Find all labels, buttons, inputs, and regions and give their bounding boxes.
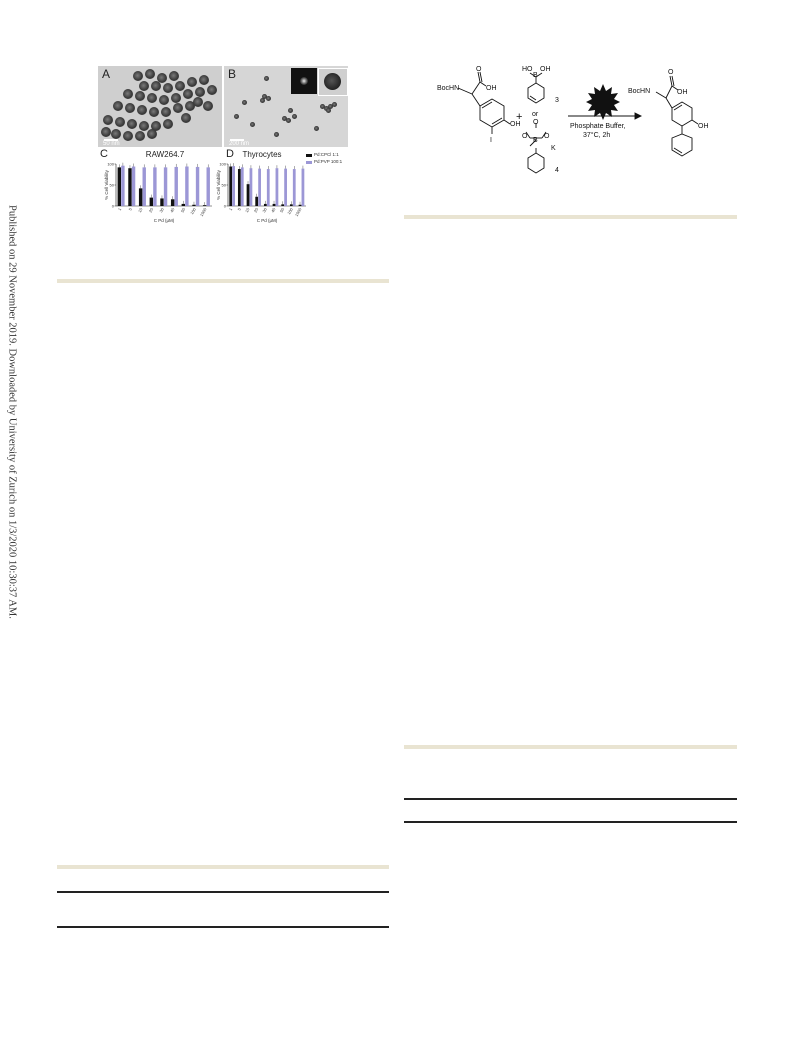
mida-o1: O	[533, 119, 539, 126]
nanoparticle	[250, 122, 255, 127]
bar	[132, 167, 135, 206]
legend-swatch-cpcl	[306, 154, 312, 157]
nanoparticle	[326, 108, 331, 113]
bar	[290, 204, 293, 206]
y-axis-label: % Cell Viability	[104, 170, 109, 200]
x-tick-label: 100	[189, 207, 197, 216]
y-tick-label: 100	[107, 161, 114, 167]
nanoparticle	[332, 102, 337, 107]
bar	[139, 188, 142, 206]
tem-panel-a	[98, 66, 222, 147]
bar	[164, 167, 167, 206]
reaction-scheme	[420, 58, 740, 190]
rule-right-3	[404, 798, 737, 800]
plus-sign: +	[516, 111, 523, 123]
y-tick-label: 0	[111, 203, 114, 209]
bar	[150, 198, 153, 206]
product-phenol-oh: OH	[698, 123, 709, 130]
chart-d-title: Thyrocytes	[242, 150, 282, 159]
x-tick-label: 1	[116, 207, 123, 212]
nanoparticle	[123, 131, 133, 141]
bar	[258, 169, 261, 206]
panel-b-label: B	[228, 67, 237, 81]
bar	[175, 167, 178, 206]
nanoparticle	[103, 115, 113, 125]
rule-left-4	[57, 926, 389, 928]
nanoparticle	[183, 89, 193, 99]
boronic-ho: HO	[522, 66, 533, 73]
nanoparticle	[113, 101, 123, 111]
x-tick-label: 1000	[198, 207, 208, 218]
bar	[273, 204, 276, 206]
mida-o2: O	[522, 133, 528, 140]
compound-3-label: 3	[555, 97, 559, 104]
bar	[207, 167, 210, 206]
nanoparticle	[171, 93, 181, 103]
bar	[284, 169, 287, 206]
bar	[128, 168, 131, 206]
nanoparticle	[242, 100, 247, 105]
download-side-note	[2, 205, 22, 635]
product-bochn: BocHN	[628, 88, 651, 95]
nanoparticle	[161, 107, 171, 117]
nanoparticle	[127, 119, 137, 129]
bar	[121, 166, 124, 206]
nanoparticle	[292, 114, 297, 119]
rule-left-2	[57, 865, 389, 869]
product-carbonyl-o: O	[668, 69, 674, 76]
x-tick-label: 30	[261, 207, 268, 214]
x-tick-label: 5	[127, 207, 133, 212]
nanoparticle	[125, 103, 135, 113]
y-tick-label: 50	[109, 182, 114, 188]
product-acid-oh: OH	[677, 89, 688, 96]
bar	[241, 167, 244, 206]
bar	[192, 205, 195, 206]
x-tick-label: 50	[278, 207, 286, 214]
rule-right-4	[404, 821, 737, 823]
x-tick-label: 5	[236, 207, 242, 212]
compound-4-label: 4	[555, 167, 559, 174]
scale-text-a: 50 nm	[103, 141, 120, 147]
nanoparticle	[133, 71, 143, 81]
bar	[196, 167, 199, 206]
x-tick-label: 20	[252, 207, 260, 214]
x-tick-label: 10	[136, 207, 144, 214]
bar	[247, 184, 250, 206]
rule-right-2	[404, 745, 737, 749]
conditions-line-2: 37°C, 2h	[583, 132, 611, 139]
bar	[160, 198, 163, 206]
nanoparticle	[135, 91, 145, 101]
tem-panel-b	[224, 66, 348, 147]
nanoparticle	[199, 75, 209, 85]
x-tick-label: 100	[286, 207, 294, 216]
bar	[250, 168, 253, 206]
bar	[203, 205, 206, 206]
x-axis-label: C Pd (μM)	[256, 218, 278, 223]
fft-inset	[291, 68, 317, 94]
mida-o3: O	[544, 133, 550, 140]
nanoparticle	[173, 103, 183, 113]
scale-text-b: 200 nm	[229, 141, 250, 147]
nanoparticle	[123, 89, 133, 99]
nanoparticle	[260, 98, 265, 103]
nanoparticle	[274, 132, 279, 137]
or-text: or	[532, 111, 539, 118]
rule-left-3	[57, 891, 389, 893]
boronic-b: B	[533, 72, 538, 79]
nanoparticle	[169, 71, 179, 81]
reactant-bochn: BocHN	[437, 85, 460, 92]
nanoparticle	[135, 131, 145, 141]
x-tick-label: 1000	[293, 207, 303, 218]
nanoparticle	[207, 85, 217, 95]
nanoparticle	[139, 81, 149, 91]
bar	[281, 204, 284, 206]
nanoparticle	[195, 87, 205, 97]
bar	[118, 167, 121, 206]
bar	[299, 205, 302, 206]
x-tick-label: 30	[158, 207, 165, 214]
mida-b: B	[533, 137, 538, 144]
bar	[264, 204, 267, 206]
x-axis-label: C Pd (μM)	[153, 218, 175, 223]
bar	[267, 169, 270, 206]
bar	[185, 167, 188, 206]
legend-label-cpcl: Pd:CPCl 1:1	[314, 152, 339, 157]
nanoparticle	[314, 126, 319, 131]
nanoparticle	[286, 118, 291, 123]
bar	[302, 169, 305, 206]
nanoparticle	[115, 117, 125, 127]
y-tick-label: 100	[219, 161, 226, 167]
nanoparticle	[111, 129, 121, 139]
nanoparticle	[101, 127, 111, 137]
chart-c-title: RAW264.7	[145, 150, 185, 159]
bar	[255, 197, 258, 206]
nanoparticle	[151, 81, 161, 91]
reactant-iodo: I	[490, 137, 492, 144]
particle-inset	[318, 68, 348, 96]
rule-right-1	[404, 215, 737, 219]
nanoparticle	[145, 69, 155, 79]
x-tick-label: 20	[147, 207, 155, 214]
bar-chart-raw264	[100, 158, 220, 230]
rule-left-1	[57, 279, 389, 283]
x-tick-label: 40	[269, 207, 277, 214]
nanoparticle	[147, 93, 157, 103]
x-tick-label: 10	[243, 207, 251, 214]
reactant-phenol-oh: OH	[510, 121, 521, 128]
conditions-line-1: Phosphate Buffer,	[570, 123, 626, 130]
bar	[153, 167, 156, 206]
nanoparticle	[149, 107, 159, 117]
panel-a-label: A	[102, 67, 111, 81]
reactant-acid-oh: OH	[486, 85, 497, 92]
x-tick-label: 40	[168, 207, 176, 214]
legend-swatch-pvp	[306, 161, 312, 164]
nanoparticle	[288, 108, 293, 113]
legend-label-pvp: Pd:PVP 100:1	[314, 159, 343, 164]
nanoparticle	[266, 96, 271, 101]
catalyst-starburst-icon	[586, 84, 620, 120]
nanoparticle	[163, 119, 173, 129]
bar	[182, 204, 185, 206]
nanoparticle	[187, 77, 197, 87]
boronic-oh: OH	[540, 66, 551, 73]
y-tick-label: 50	[221, 182, 226, 188]
y-axis-label: % Cell Viability	[216, 170, 221, 200]
nanoparticle	[159, 95, 169, 105]
nanoparticle	[193, 97, 203, 107]
bar	[143, 167, 146, 206]
bar	[232, 166, 235, 206]
nanoparticle	[147, 129, 157, 139]
nanoparticle	[203, 101, 213, 111]
download-note-text: Published on 29 November 2019. Downloaded by University of Zurich on 1/3/2020 10:30:37 AM.	[6, 205, 18, 619]
x-tick-label: 50	[179, 207, 187, 214]
y-tick-label: 0	[223, 203, 226, 209]
nanoparticle	[163, 83, 173, 93]
bar	[276, 168, 279, 206]
x-tick-label: 1	[227, 207, 234, 212]
nanoparticle	[264, 76, 269, 81]
bar	[229, 167, 232, 206]
nanoparticle	[181, 113, 191, 123]
nanoparticle	[137, 105, 147, 115]
mida-potassium: K	[551, 145, 556, 152]
reactant-carbonyl-o: O	[476, 66, 482, 73]
bar-chart-thyrocytes	[212, 158, 312, 230]
panel-d-label: D	[226, 148, 234, 160]
bar	[171, 199, 174, 206]
panel-c-label: C	[100, 148, 108, 160]
bar	[238, 169, 241, 206]
bar	[293, 169, 296, 206]
nanoparticle	[234, 114, 239, 119]
